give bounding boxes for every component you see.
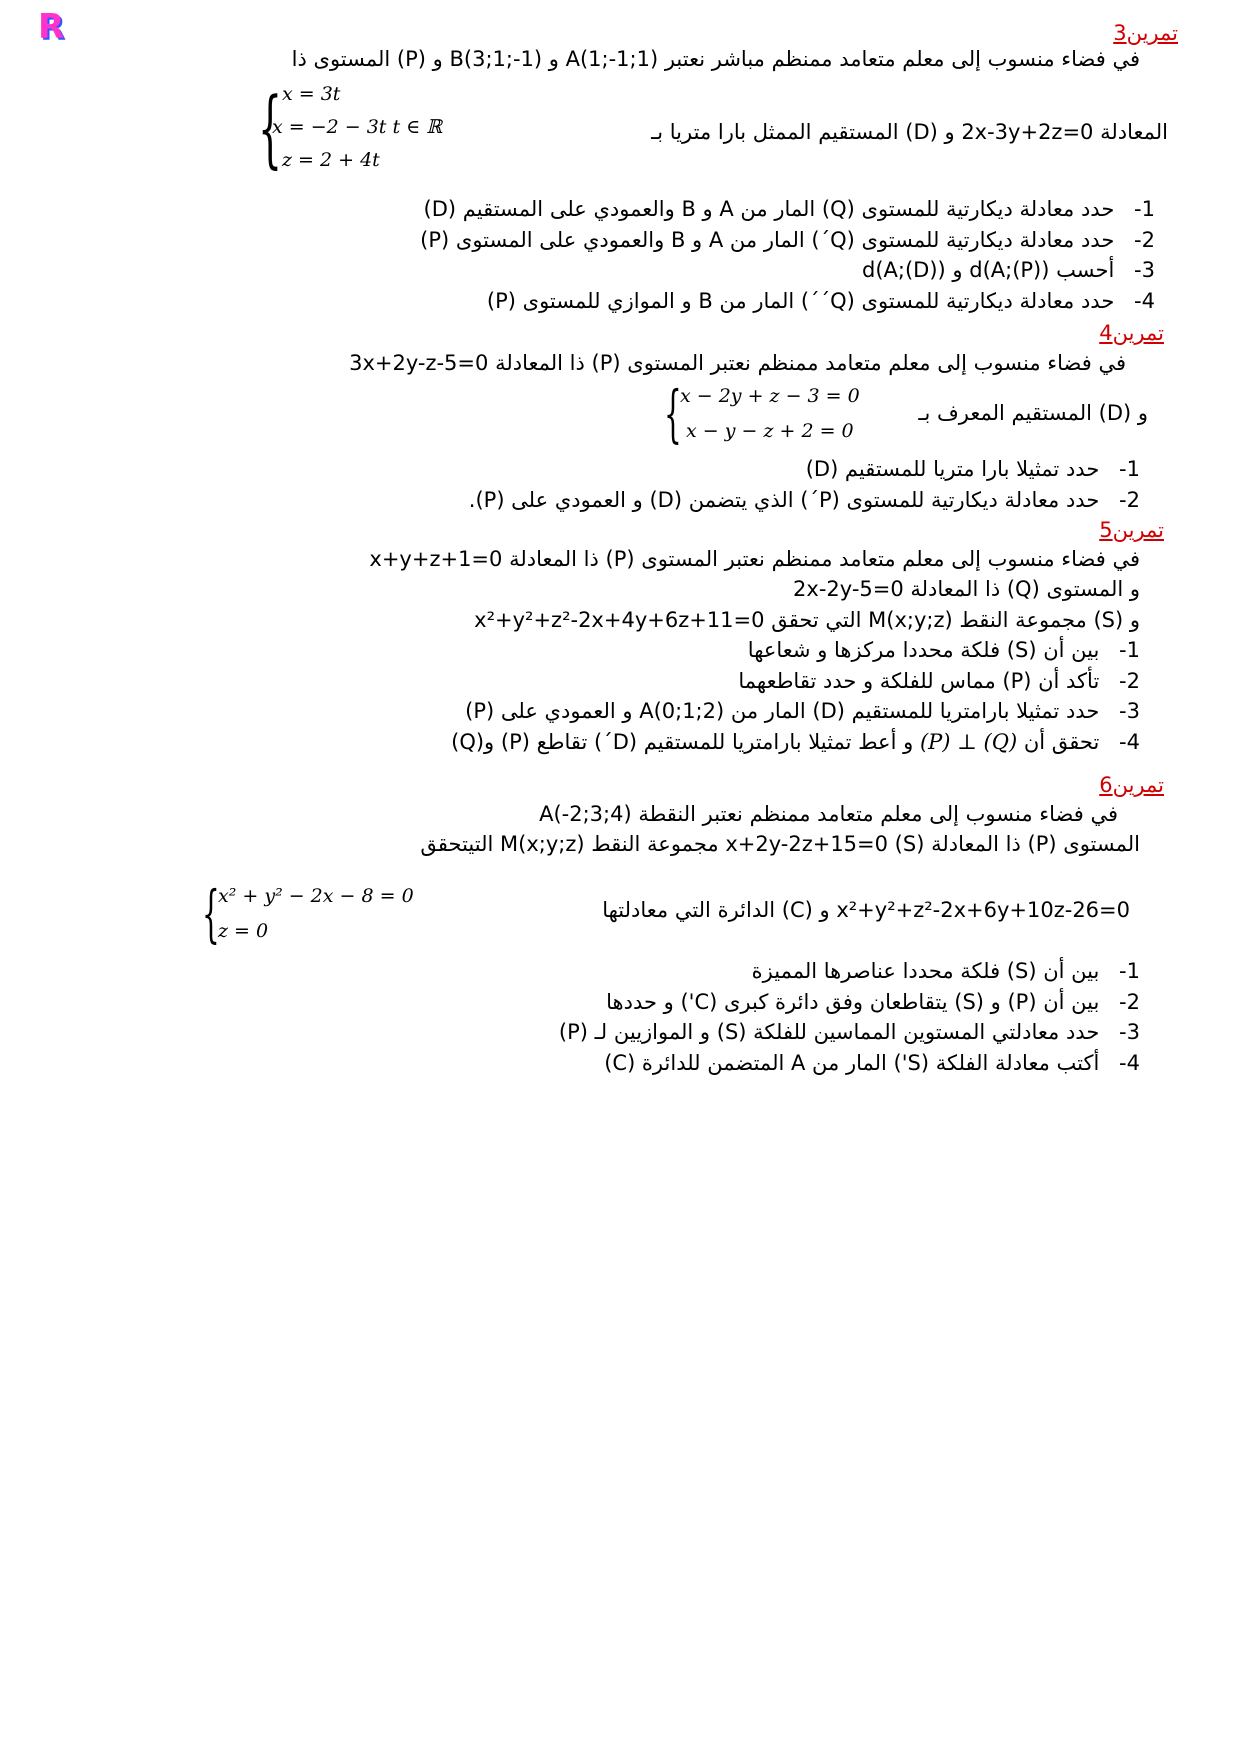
question-number: 2-	[1119, 669, 1140, 693]
exercise-6-question-1	[752, 957, 1140, 985]
question-text: حدد تمثيلا بارا متريا للمستقيم (D)	[805, 457, 1100, 481]
question-text: حدد تمثيلا بارامتريا للمستقيم (D) المار من A(0;1;2) و العمودي على (P)	[465, 699, 1100, 723]
exercise-6-intro-3: x²+y²+z²-2x+6y+10z-26=0 و (C) الدائرة التي معادلتها	[602, 898, 1130, 922]
exercise-5-question-2	[738, 667, 1140, 695]
exercise-4-question-2	[469, 486, 1140, 514]
question-text: تأكد أن (P) مماس للفلكة و حدد تقاطعهما	[738, 669, 1100, 693]
question-text: حدد معادلة ديكارتية للمستوى (Q´´) المار من B و الموازي للمستوى (P)	[486, 289, 1115, 313]
brace-icon: {	[258, 79, 283, 177]
exercise-3-intro-1: في فضاء منسوب إلى معلم متعامد ممنظم مباشر نعتبر A(1;-1;1) و B(3;1;-1) و (P) المستوى ذا	[291, 47, 1140, 71]
question-text: بين أن (S) فلكة محددا مركزها و شعاعها	[747, 638, 1100, 662]
exercise-6-question-3	[559, 1018, 1140, 1046]
exercise-6-title: تمرين6	[1099, 773, 1164, 797]
question-text: بين أن (S) فلكة محددا عناصرها المميزة	[751, 959, 1100, 983]
question-number: 1-	[1134, 197, 1155, 221]
exercise-6-intro-1: في فضاء منسوب إلى معلم متعامد ممنظم نعتبر النقطة A(-2;3;4)	[539, 802, 1118, 826]
exercise-5-question-4	[451, 728, 1140, 756]
exercise-4-system	[664, 377, 860, 450]
question-text-a: تحقق أن	[1023, 730, 1100, 754]
question-number: 2-	[1119, 990, 1140, 1014]
system-eq-1: x = 3t	[282, 83, 341, 105]
question-text-b: و أعط تمثيلا بارامتريا للمستقيم (D´) تقاطع (P) و(Q)	[451, 730, 914, 754]
question-text: أحسب d(A;(P)) و d(A;(D))	[862, 258, 1115, 282]
system-eq-2: x − y − z + 2 = 0	[686, 420, 854, 442]
question-number: 3-	[1119, 1020, 1140, 1044]
exercise-3-question-3	[862, 256, 1155, 284]
exercise-4-title: تمرين4	[1099, 321, 1164, 345]
brace-icon: {	[664, 377, 682, 450]
logo: R	[38, 7, 65, 47]
exercise-3-system	[258, 78, 443, 177]
exercise-6-question-4	[604, 1049, 1140, 1077]
exercise-5-intro-3: و (S) مجموعة النقط M(x;y;z) التي تحقق x²+y²+z²-2x+4y+6z+11=0	[474, 608, 1140, 632]
exercise-4-intro-1: في فضاء منسوب إلى معلم متعامد ممنظم نعتبر المستوى (P) ذا المعادلة 3x+2y-z-5=0	[349, 351, 1126, 375]
exercise-3-title: تمرين3	[1113, 21, 1178, 45]
brace-icon: {	[202, 877, 220, 950]
question-text: حدد معادلة ديكارتية للمستوى (Q) المار من A و B والعمودي على المستقيم (D)	[423, 197, 1115, 221]
exercise-5-question-3	[465, 697, 1140, 725]
exercise-6-system	[202, 877, 414, 950]
question-number: 1-	[1119, 638, 1140, 662]
question-number: 4-	[1134, 289, 1155, 313]
exercise-6-intro-2: المستوى (P) ذا المعادلة x+2y-2z+15=0 (S) مجموعة النقط M(x;y;z) التيتحقق	[420, 832, 1140, 856]
system-eq-1: x − 2y + z − 3 = 0	[680, 385, 860, 407]
question-number: 4-	[1119, 1051, 1140, 1075]
system-eq-2: x = −2 − 3t t ∈ ℝ	[272, 116, 443, 138]
exercise-3-question-2	[420, 226, 1155, 254]
question-text: بين أن (P) و (S) يتقاطعان وفق دائرة كبرى (C') و حددها	[606, 990, 1100, 1014]
exercise-6-question-2	[606, 988, 1140, 1016]
exercise-3-question-1	[424, 195, 1155, 223]
exercise-4-question-1	[806, 455, 1140, 483]
exercise-5-intro-1: في فضاء منسوب إلى معلم متعامد ممنظم نعتبر المستوى (P) ذا المعادلة x+y+z+1=0	[369, 547, 1140, 571]
question-text: حدد معادلة ديكارتية للمستوى (Q´) المار من A و B والعمودي على المستوى (P)	[420, 228, 1115, 252]
exercise-4-intro-2: و (D) المستقيم المعرف بـ	[918, 401, 1148, 425]
exercise-3-question-4	[487, 287, 1155, 315]
question-text: حدد معادلتي المستوين المماسين للفلكة (S) و الموازيين لـ (P)	[558, 1020, 1100, 1044]
system-eq-1: x² + y² − 2x − 8 = 0	[218, 885, 414, 907]
question-number: 1-	[1119, 457, 1140, 481]
exercise-3-intro-2: المعادلة 2x-3y+2z=0 و (D) المستقيم الممثل بارا متريا بـ	[651, 120, 1168, 144]
question-text: حدد معادلة ديكارتية للمستوى (P´) الذي يتضمن (D) و العمودي على (P).	[468, 488, 1100, 512]
question-number: 2-	[1134, 228, 1155, 252]
question-number: 3-	[1134, 258, 1155, 282]
question-number: 3-	[1119, 699, 1140, 723]
system-eq-3: z = 2 + 4t	[282, 149, 380, 171]
exercise-5-intro-2: و المستوى (Q) ذا المعادلة 2x-2y-5=0	[793, 577, 1140, 601]
exercise-5-title: تمرين5	[1099, 518, 1164, 542]
question-number: 4-	[1119, 730, 1140, 754]
exercise-5-question-1	[748, 636, 1140, 664]
question-number: 2-	[1119, 488, 1140, 512]
question-number: 1-	[1119, 959, 1140, 983]
system-eq-2: z = 0	[218, 920, 269, 942]
perpendicular-math: (P) ⊥ (Q)	[919, 730, 1018, 754]
question-text: أكتب معادلة الفلكة (S') المار من A المتضمن للدائرة (C)	[604, 1051, 1100, 1075]
